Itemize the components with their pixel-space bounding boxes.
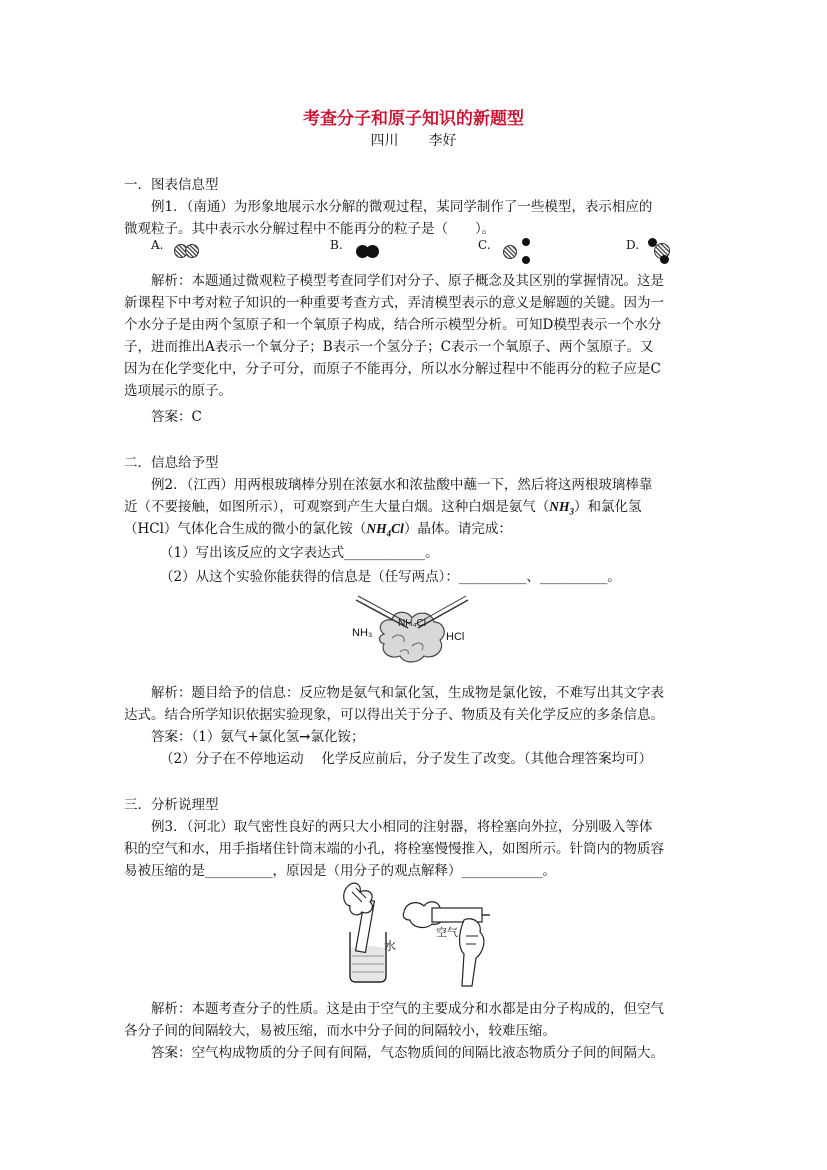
q1-analysis-1: 解析：本题通过微观粒子模型考查同学们对分子、原子概念及其区别的掌握情况。这是 bbox=[151, 273, 664, 289]
q1-analysis-5: 因为在化学变化中，分子可分，而原子不能再分，所以水分解过程中不能再分的粒子应是C bbox=[124, 361, 661, 377]
q2-analysis-1: 解析：题目给予的信息：反应物是氨气和氯化氢，生成物是氯化铵，不难写出其文字表 bbox=[151, 685, 664, 701]
q2-sub-2: （2）从这个实验你能获得的信息是（任写两点）：__________、__________。 bbox=[160, 569, 621, 585]
q2-answer-1-text: 答案：（1）氨气+氯化氢 bbox=[151, 729, 300, 745]
q1-analysis-4: 子，进而推出A表示一个氧分子；B表示一个氢分子；C表示一个氧原子、两个氢原子。又 bbox=[124, 339, 654, 355]
q2-answer-2: （2）分子在不停地运动 化学反应前后，分子发生了改变。（其他合理答案均可） bbox=[160, 751, 653, 767]
cl-text: Cl bbox=[391, 521, 404, 536]
q3-line-3: 易被压缩的是__________，原因是（用分子的观点解释）____________。 bbox=[124, 863, 556, 879]
q2-line-3-tail: ）晶体。请完成： bbox=[403, 521, 512, 537]
q1-analysis-2: 新课程下中考对粒子知识的一种重要考查方式，弄清模型表示的意义是解题的关键。因为一 bbox=[124, 295, 664, 311]
q3-line-1: 例3．（河北）取气密性良好的两只大小相同的注射器，将栓塞向外拉，分别吸入等体 bbox=[151, 819, 653, 835]
arrow-icon: → bbox=[299, 729, 311, 745]
nh4cl-formula bbox=[366, 521, 404, 539]
section-3-heading: 三．分析说理型 bbox=[124, 797, 219, 813]
q2-analysis-2: 达式。结合所学知识依据实验现象，可以得出关于分子、物质及有关化学反应的多条信息。 bbox=[124, 707, 664, 723]
fig-label-nh4cl: NH₄Cl bbox=[398, 618, 426, 629]
q1-line-1: 例1．（南通）为形象地展示水分解的微观过程，某同学制作了一些模型，表示相应的 bbox=[151, 199, 653, 215]
q2-line-3-text: （HCl）气体化合生成的微小的氯化铵（ bbox=[124, 521, 367, 537]
hand-left bbox=[344, 883, 373, 915]
byline-author: 李好 bbox=[428, 133, 457, 149]
q3-analysis-2: 各分子间的间隔较大，易被压缩，而水中分子间的间隔较小，较难压缩。 bbox=[124, 1023, 556, 1039]
nh4-text: NH bbox=[366, 521, 387, 536]
nh4-subscript: 4 bbox=[386, 528, 392, 539]
section-2-heading: 二．信息给予型 bbox=[124, 455, 219, 471]
byline-region: 四川 bbox=[370, 133, 399, 149]
q1-analysis-3: 个水分子是由两个氢原子和一个氧原子构成，结合所示模型分析。可知D模型表示一个水分 bbox=[124, 317, 662, 333]
glass-rods-smoke-figure bbox=[346, 594, 482, 674]
section-1-heading: 一．图表信息型 bbox=[124, 177, 219, 193]
q2-answer-1 bbox=[151, 726, 364, 748]
nh3-formula bbox=[549, 499, 574, 517]
nh3-subscript: 3 bbox=[569, 506, 574, 517]
option-d-label: D. bbox=[626, 238, 640, 252]
fig-label-water: 水 bbox=[384, 939, 397, 953]
syringe-water-figure bbox=[340, 880, 402, 986]
nh3-text: NH bbox=[549, 499, 570, 514]
fig-label-air: 空气 bbox=[436, 927, 458, 939]
q2-line-1: 例2．（江西）用两根玻璃棒分别在浓氨水和浓盐酸中蘸一下，然后将这两根玻璃棒靠 bbox=[151, 477, 653, 493]
fig-label-nh3: NH₃ bbox=[352, 627, 373, 639]
q3-answer: 答案：空气构成物质的分子间有间隔，气态物质间的间隔比液态物质分子间的间隔大。 bbox=[151, 1045, 664, 1061]
hand-right-bottom bbox=[460, 919, 484, 986]
q3-analysis-1: 解析：本题考查分子的性质。这是由于空气的主要成分和水都是由分子构成的，但空气 bbox=[151, 1001, 664, 1017]
syringe-air-figure bbox=[402, 892, 494, 988]
q2-line-2-tail: ）和氯化氢 bbox=[574, 499, 642, 515]
option-c-label: C. bbox=[478, 238, 491, 252]
q1-analysis-6: 选项展示的原子。 bbox=[124, 383, 232, 399]
fig-label-hcl: HCl bbox=[446, 631, 465, 643]
q2-line-2-text: 近（不要接触，如图所示），可观察到产生大量白烟。这种白烟是氨气（ bbox=[124, 499, 550, 515]
q1-answer: 答案：C bbox=[151, 409, 202, 425]
q2-sub-1: （1）写出该反应的文字表达式____________。 bbox=[160, 545, 439, 561]
q2-line-3 bbox=[124, 518, 512, 545]
q2-answer-1-product: 氯化铵； bbox=[310, 729, 365, 745]
page-title: 考查分子和原子知识的新题型 bbox=[303, 109, 524, 129]
q3-line-2: 积的空气和水，用手指堵住针筒末端的小孔，将栓塞慢慢推入，如图所示。针筒内的物质容 bbox=[124, 841, 664, 857]
byline bbox=[0, 130, 827, 150]
option-b-label: B. bbox=[330, 238, 343, 252]
q1-line-2: 微观粒子。其中表示水分解过程中不能再分的粒子是（ ）。 bbox=[124, 221, 496, 237]
option-a-label: A. bbox=[151, 238, 164, 252]
